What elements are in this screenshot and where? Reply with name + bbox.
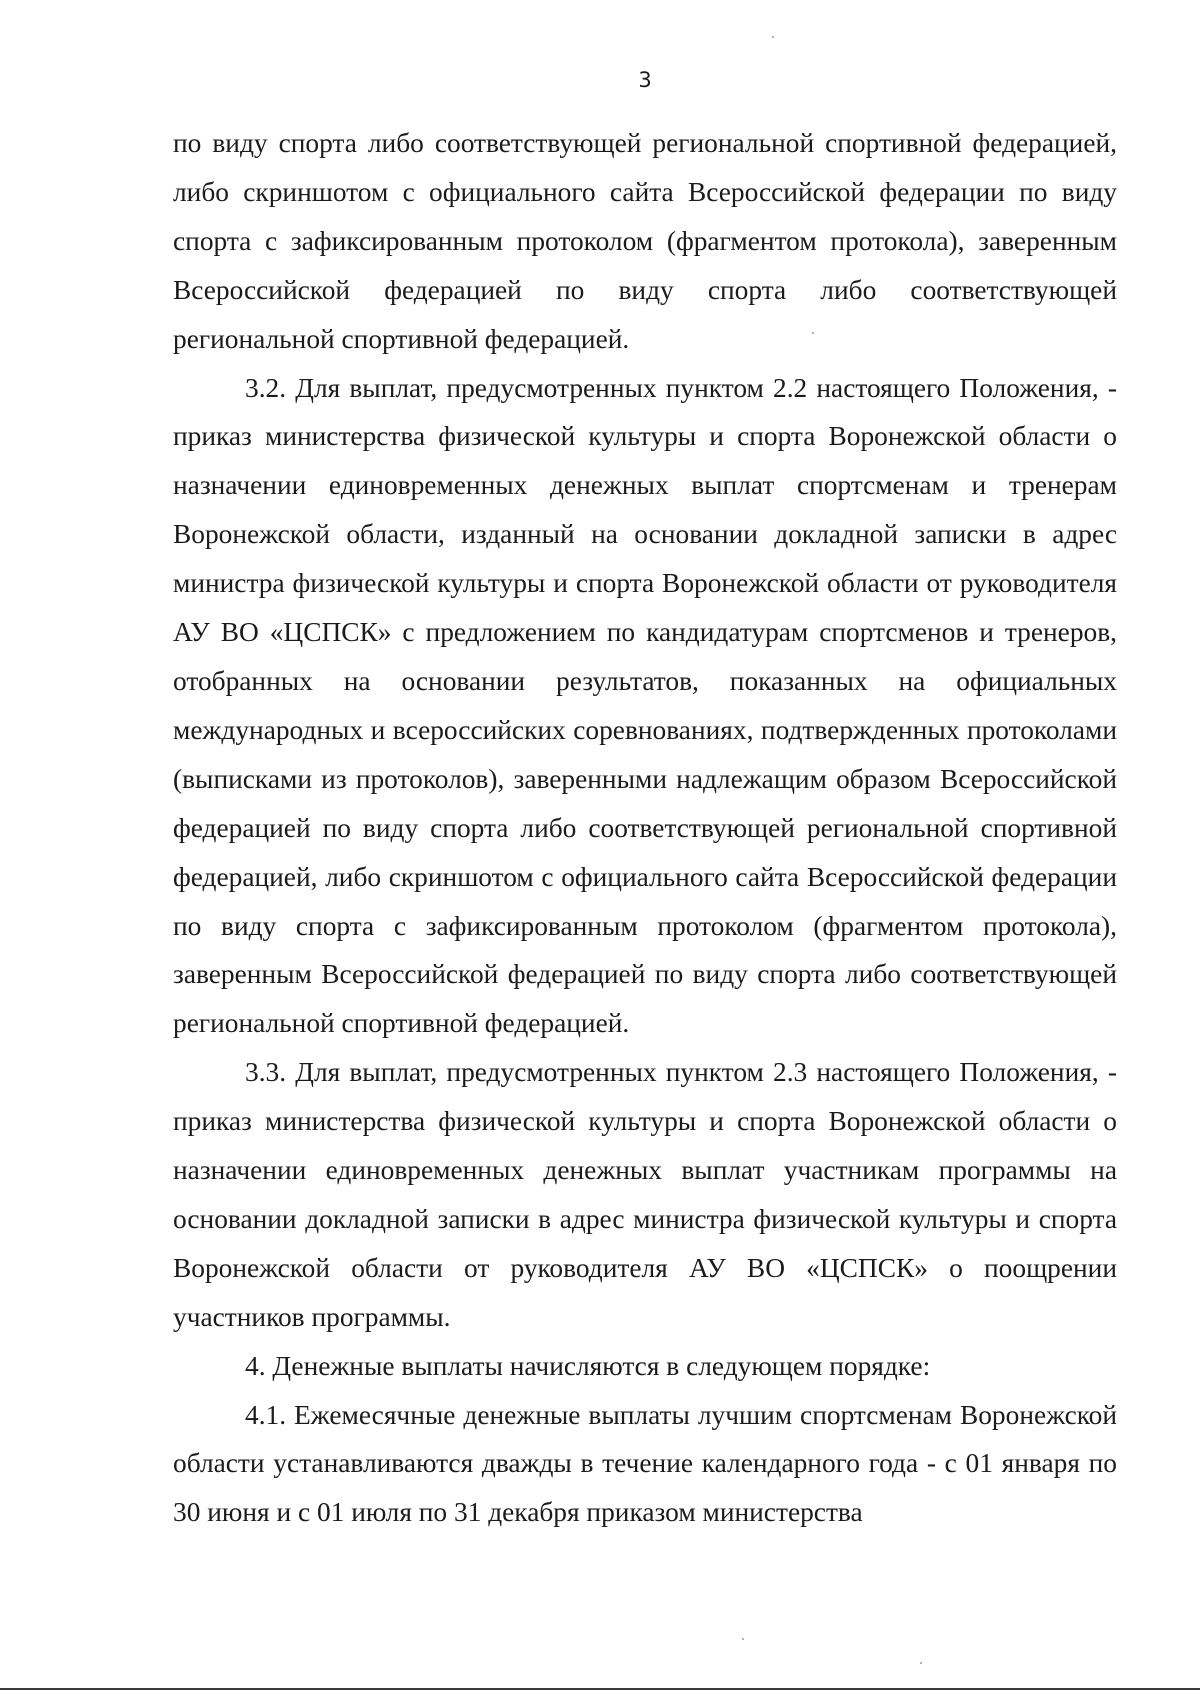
- paragraph-3-3: 3.3. Для выплат, предусмотренных пунктом 2.3 настоящего Положения, - приказ министерства физической культуры и спорта Воронежской области о назначении единовременных денежных выплат участникам программы на основании докладной записки в адрес министра физической культуры и спорта Воронежской области от руководителя АУ ВО «ЦСПСК» о поощрении участников программы.: [173, 1057, 1117, 1332]
- document-body: [173, 119, 1117, 1537]
- scan-speck: [742, 1638, 744, 1640]
- scan-speck: [772, 36, 774, 38]
- paragraph-4: 4. Денежные выплаты начисляются в следующем порядке:: [245, 1350, 931, 1381]
- scan-speck: [920, 1662, 922, 1664]
- scan-bottom-edge: [0, 1688, 1200, 1690]
- page-number: 3: [638, 68, 652, 92]
- scan-speck: [812, 332, 814, 334]
- paragraph-continuation: по виду спорта либо соответствующей региональной спортивной федерацией, либо скриншотом с официального сайта Всероссийской федерации по виду спорта с зафиксированным протоколом (фрагментом протокола), заверенным Всероссийской федерацией по виду спорта либо соответствующей региональной спортивной федерацией.: [173, 128, 1117, 354]
- paragraph-4-1: 4.1. Ежемесячные денежные выплаты лучшим спортсменам Воронежской области устанавливаются дважды в течение календарного года - с 01 января по 30 июня и с 01 июля по 31 декабря приказом министерства: [173, 1399, 1117, 1528]
- paragraph-3-2: 3.2. Для выплат, предусмотренных пунктом 2.2 настоящего Положения, - приказ министерства физической культуры и спорта Воронежской области о назначении единовременных денежных выплат спортсменам и тренерам Воронежской области, изданный на основании докладной записки в адрес министра физической культуры и спорта Воронежской области от руководителя АУ ВО «ЦСПСК» с предложением по кандидатурам спортсменов и тренеров, отобранных на основании результатов, показанных на официальных международных и всероссийских соревнованиях, подтвержденных протоколами (выписками из протоколов), заверенными надлежащим образом Всероссийской федерацией по виду спорта либо соответствующей региональной спортивной федерацией, либо скриншотом с официального сайта Всероссийской федерации по виду спорта с зафиксированным протоколом (фрагментом протокола), заверенным Всероссийской федерацией по виду спорта либо соответствующей региональной спортивной федерацией.: [173, 372, 1117, 1039]
